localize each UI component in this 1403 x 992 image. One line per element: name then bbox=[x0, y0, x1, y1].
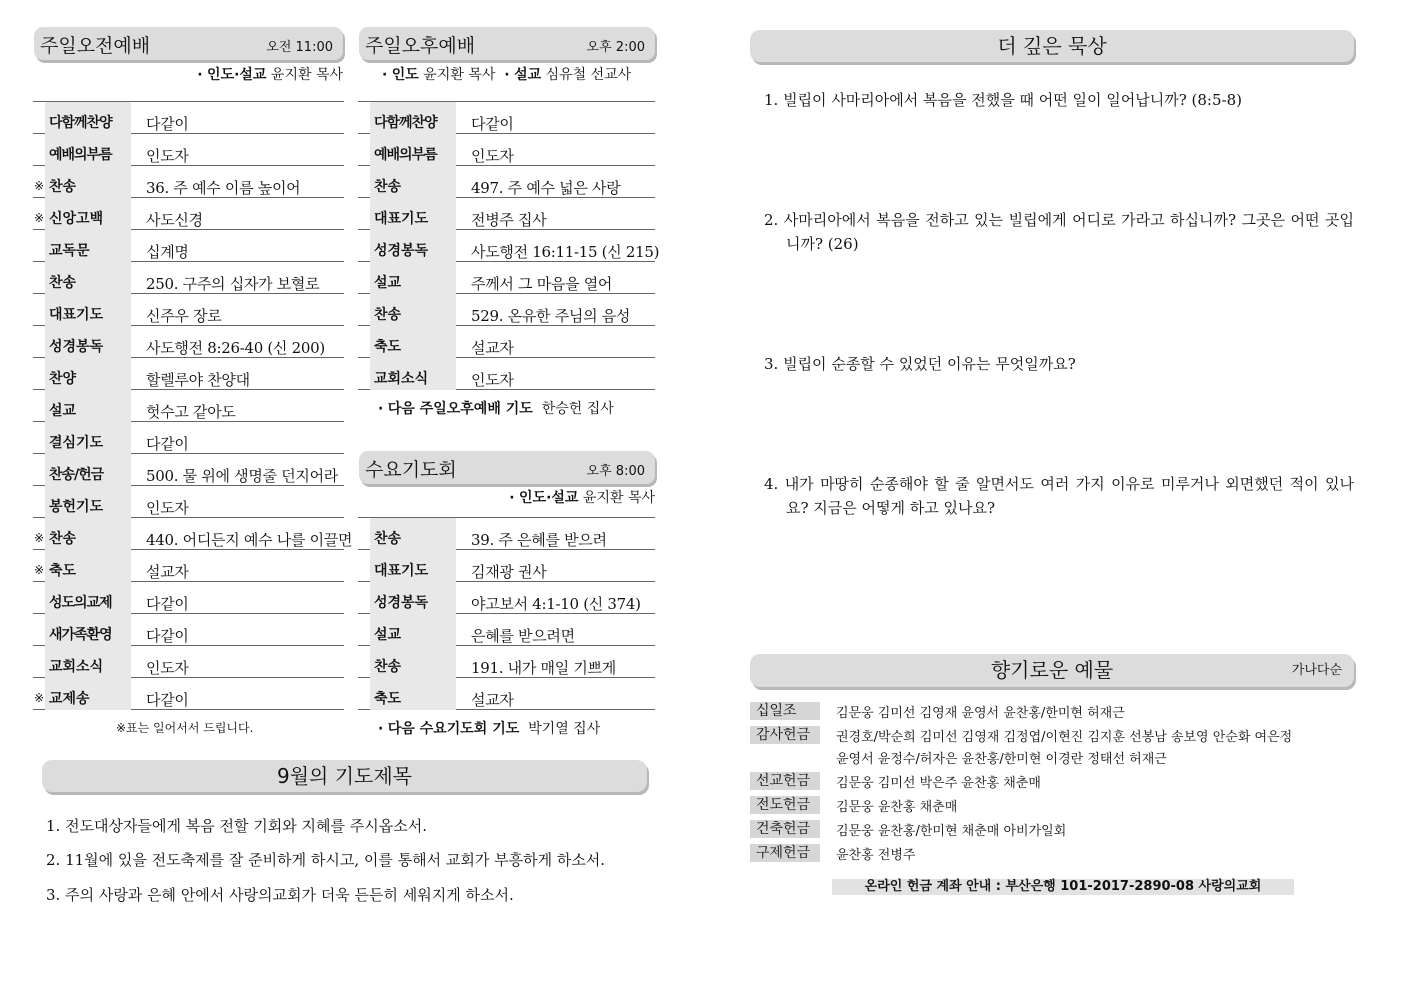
order-row bbox=[358, 550, 655, 582]
order-row bbox=[358, 646, 655, 678]
order-row bbox=[33, 134, 344, 166]
order-row bbox=[358, 582, 655, 614]
order-label: 대표기도 bbox=[370, 198, 456, 230]
order-content: 사도행전 16:11-15 (신 215) bbox=[471, 243, 660, 261]
offering-names bbox=[836, 845, 1356, 867]
offering-names-line: 김문웅 윤찬홍/한미현 채춘매 아비가일회 bbox=[836, 824, 1067, 839]
prayer-item: 2. 11월에 있을 전도축제를 잘 준비하게 하시고, 이를 통해서 교회가 부흥하게 하소서. bbox=[46, 851, 606, 869]
order-content: 전병주 집사 bbox=[471, 211, 547, 229]
order-content: 십계명 bbox=[146, 243, 189, 261]
morning-leader-line bbox=[197, 64, 343, 84]
afternoon-next-name: 한승헌 집사 bbox=[541, 401, 614, 417]
offering-names-line: 윤영서 윤정수/허자은 윤찬홍/한미현 이경란 정태선 허재근 bbox=[836, 752, 1167, 767]
offering-names-line: 김문웅 윤찬홍 채춘매 bbox=[836, 800, 958, 815]
order-label: 대표기도 bbox=[45, 294, 131, 326]
order-content: 인도자 bbox=[146, 499, 189, 517]
morning-leader-name: 윤지환 목사 bbox=[270, 67, 343, 83]
order-content: 신주우 장로 bbox=[146, 307, 222, 325]
order-row bbox=[358, 230, 660, 262]
afternoon-preacher-name: 심유철 선교사 bbox=[545, 67, 632, 83]
offering-row bbox=[750, 844, 1360, 866]
order-label: 찬송 bbox=[370, 518, 456, 550]
order-row bbox=[358, 678, 655, 710]
order-row bbox=[358, 134, 655, 166]
bullet: · bbox=[378, 721, 384, 737]
order-row bbox=[33, 326, 344, 358]
order-row bbox=[33, 390, 344, 422]
wednesday-order-table bbox=[358, 517, 655, 710]
order-content: 사도행전 8:26-40 (신 200) bbox=[146, 339, 325, 357]
prayer-topics-header bbox=[42, 760, 647, 792]
order-content: 사도신경 bbox=[146, 211, 203, 229]
morning-service-header bbox=[34, 27, 343, 60]
order-label: 축도 bbox=[370, 678, 456, 710]
meditation-title: 더 깊은 묵상 bbox=[997, 34, 1107, 58]
prayer-item: 1. 전도대상자들에게 복음 전할 기회와 지혜를 주시옵소서. bbox=[46, 817, 427, 835]
bullet: · bbox=[382, 67, 388, 83]
wednesday-service-time: 오후 8:00 bbox=[586, 464, 645, 479]
order-label: 찬송 bbox=[45, 262, 131, 294]
order-content: 다같이 bbox=[146, 691, 189, 709]
wednesday-next-prayer bbox=[378, 718, 600, 738]
order-row bbox=[358, 518, 655, 550]
standing-mark: ※ bbox=[34, 691, 45, 705]
offering-names bbox=[836, 797, 1356, 819]
standing-mark: ※ bbox=[34, 179, 45, 193]
offering-row bbox=[750, 726, 1360, 770]
order-row bbox=[33, 454, 344, 486]
order-label: 대표기도 bbox=[370, 550, 456, 582]
order-label: 찬양 bbox=[45, 358, 131, 390]
afternoon-service-header bbox=[359, 27, 655, 60]
order-row bbox=[33, 550, 344, 582]
order-label: 봉헌기도 bbox=[45, 486, 131, 518]
wednesday-leader-role: 인도·설교 bbox=[519, 490, 579, 506]
bullet: · bbox=[509, 490, 515, 506]
meditation-question: 1. 빌립이 사마리아에서 복음을 전했을 때 어떤 일이 일어납니까? (8:5-8) bbox=[764, 91, 1242, 109]
order-label: 찬송 bbox=[45, 166, 131, 198]
order-content: 헛수고 같아도 bbox=[146, 403, 236, 421]
standing-mark: ※ bbox=[34, 211, 45, 225]
afternoon-leader-line bbox=[382, 64, 631, 84]
morning-order-table bbox=[33, 101, 353, 710]
offering-names-line: 윤찬홍 전병주 bbox=[836, 848, 916, 863]
offering-category: 전도헌금 bbox=[750, 796, 820, 814]
order-row bbox=[33, 422, 344, 454]
order-content: 할렐루야 찬양대 bbox=[146, 371, 250, 389]
order-row bbox=[358, 294, 655, 326]
offering-names bbox=[836, 773, 1356, 795]
order-label: 교독문 bbox=[45, 230, 131, 262]
order-content: 인도자 bbox=[471, 371, 514, 389]
morning-service-time: 오전 11:00 bbox=[266, 40, 333, 55]
order-row bbox=[33, 678, 344, 710]
standing-mark: ※ bbox=[34, 563, 45, 577]
order-content: 497. 주 예수 넓은 사랑 bbox=[471, 179, 621, 197]
afternoon-service-title: 주일오후예배 bbox=[365, 35, 476, 57]
order-label: 예배의부름 bbox=[370, 134, 456, 166]
order-label: 성경봉독 bbox=[45, 326, 131, 358]
order-row bbox=[358, 102, 655, 134]
order-content: 인도자 bbox=[471, 147, 514, 165]
afternoon-preacher-role: 설교 bbox=[514, 67, 542, 83]
order-row bbox=[33, 518, 353, 550]
afternoon-service-time: 오후 2:00 bbox=[586, 40, 645, 55]
offering-names-line: 김문웅 김미선 김영재 윤영서 윤찬홍/한미현 허재근 bbox=[836, 706, 1125, 721]
wednesday-next-label: 다음 수요기도회 기도 bbox=[387, 721, 520, 737]
order-content: 설교자 bbox=[146, 563, 189, 581]
order-content: 은혜를 받으려면 bbox=[471, 627, 575, 645]
afternoon-order-table bbox=[358, 101, 660, 390]
offering-names-line: 권경호/박순희 김미선 김영재 김정엽/이현진 김지훈 선봉남 송보영 안순화 여은정 bbox=[836, 730, 1293, 745]
offering-category: 감사헌금 bbox=[750, 726, 820, 744]
order-content: 39. 주 은혜를 받으려 bbox=[471, 531, 607, 549]
order-content: 191. 내가 매일 기쁘게 bbox=[471, 659, 616, 677]
afternoon-leader-role: 인도 bbox=[391, 67, 419, 83]
wednesday-next-name: 박기열 집사 bbox=[528, 721, 601, 737]
order-row bbox=[358, 198, 655, 230]
order-label: 축도 bbox=[370, 326, 456, 358]
order-label: 교제송 bbox=[45, 678, 131, 710]
offering-row bbox=[750, 702, 1360, 724]
afternoon-leader-name: 윤지환 목사 bbox=[423, 67, 496, 83]
order-row bbox=[33, 358, 344, 390]
order-row bbox=[358, 262, 655, 294]
offering-category: 십일조 bbox=[750, 702, 820, 720]
order-row bbox=[358, 166, 655, 198]
order-row bbox=[33, 646, 344, 678]
order-label: 설교 bbox=[370, 262, 456, 294]
bullet: · bbox=[504, 67, 510, 83]
order-label: 결심기도 bbox=[45, 422, 131, 454]
order-label: 교회소식 bbox=[45, 646, 131, 678]
standing-mark: ※ bbox=[34, 531, 45, 545]
order-row bbox=[33, 262, 344, 294]
order-label: 성도의교제 bbox=[45, 582, 131, 614]
order-label: 새가족환영 bbox=[45, 614, 131, 646]
prayer-item: 3. 주의 사랑과 은혜 안에서 사랑의교회가 더욱 든든히 세워지게 하소서. bbox=[46, 886, 514, 904]
order-label: 다함께찬양 bbox=[370, 102, 456, 134]
meditation-question: 4. 내가 마땅히 순종해야 할 줄 알면서도 여러 가지 이유로 미루거나 외면했던 적이 있나요? 지금은 어떻게 하고 있나요? bbox=[764, 475, 1354, 517]
order-row bbox=[33, 198, 344, 230]
order-row bbox=[33, 582, 344, 614]
order-label: 찬송 bbox=[45, 518, 131, 550]
order-row bbox=[33, 166, 344, 198]
order-content: 설교자 bbox=[471, 339, 514, 357]
offering-names bbox=[836, 727, 1356, 771]
meditation-question: 2. 사마리아에서 복음을 전하고 있는 빌립에게 어디로 가라고 하십니까? 그곳은 어떤 곳입니까? (26) bbox=[764, 211, 1354, 253]
order-row bbox=[33, 614, 344, 646]
offering-row bbox=[750, 820, 1360, 842]
bullet: · bbox=[378, 401, 384, 417]
order-content: 설교자 bbox=[471, 691, 514, 709]
morning-leader-role: 인도·설교 bbox=[207, 67, 267, 83]
offering-names bbox=[836, 703, 1356, 725]
order-content: 36. 주 예수 이름 높이어 bbox=[146, 179, 301, 197]
order-content: 인도자 bbox=[146, 659, 189, 677]
wednesday-service-header bbox=[359, 451, 655, 484]
wednesday-leader-line bbox=[509, 487, 655, 507]
morning-service-title: 주일오전예배 bbox=[40, 35, 151, 57]
order-row bbox=[33, 486, 344, 518]
order-row bbox=[33, 230, 344, 262]
order-content: 다같이 bbox=[146, 435, 189, 453]
offering-category: 구제헌금 bbox=[750, 844, 820, 862]
bullet: · bbox=[197, 67, 203, 83]
afternoon-next-label: 다음 주일오후예배 기도 bbox=[387, 401, 533, 417]
order-label: 설교 bbox=[370, 614, 456, 646]
order-content: 440. 어디든지 예수 나를 이끌면 bbox=[146, 531, 353, 549]
order-row bbox=[358, 326, 655, 358]
offering-title: 향기로운 예물 bbox=[990, 658, 1114, 682]
online-offering-notice: 온라인 헌금 계좌 안내 : 부산은행 101-2017-2890-08 사랑의교회 bbox=[832, 879, 1294, 895]
order-label: 다함께찬양 bbox=[45, 102, 131, 134]
offering-category: 선교헌금 bbox=[750, 772, 820, 790]
order-label: 성경봉독 bbox=[370, 582, 456, 614]
order-label: 교회소식 bbox=[370, 358, 456, 390]
wednesday-leader-name: 윤지환 목사 bbox=[582, 490, 655, 506]
order-label: 설교 bbox=[45, 390, 131, 422]
order-content: 야고보서 4:1-10 (신 374) bbox=[471, 595, 641, 613]
offering-header bbox=[750, 654, 1354, 687]
order-row bbox=[33, 294, 344, 326]
wednesday-service-title: 수요기도회 bbox=[365, 459, 457, 481]
order-label: 성경봉독 bbox=[370, 230, 456, 262]
order-content: 다같이 bbox=[146, 115, 189, 133]
order-label: 신앙고백 bbox=[45, 198, 131, 230]
order-content: 주께서 그 마음을 열어 bbox=[471, 275, 613, 293]
order-content: 500. 물 위에 생명줄 던지어라 bbox=[146, 467, 338, 485]
meditation-question: 3. 빌립이 순종할 수 있었던 이유는 무엇일까요? bbox=[764, 355, 1076, 373]
offering-category: 건축헌금 bbox=[750, 820, 820, 838]
prayer-topics-title: 9월의 기도제목 bbox=[276, 764, 412, 788]
order-label: 예배의부름 bbox=[45, 134, 131, 166]
afternoon-next-prayer bbox=[378, 398, 614, 418]
order-label: 찬송/헌금 bbox=[45, 454, 131, 486]
offering-row bbox=[750, 772, 1360, 794]
offering-order-note: 가나다순 bbox=[1291, 663, 1342, 678]
order-content: 250. 구주의 십자가 보혈로 bbox=[146, 275, 320, 293]
order-label: 찬송 bbox=[370, 166, 456, 198]
order-content: 다같이 bbox=[146, 627, 189, 645]
offering-names-line: 김문웅 김미선 박은주 윤찬홍 채춘매 bbox=[836, 776, 1041, 791]
order-row bbox=[358, 358, 655, 390]
offering-row bbox=[750, 796, 1360, 818]
order-content: 인도자 bbox=[146, 147, 189, 165]
order-label: 찬송 bbox=[370, 646, 456, 678]
meditation-header bbox=[750, 30, 1354, 62]
order-label: 찬송 bbox=[370, 294, 456, 326]
order-content: 다같이 bbox=[471, 115, 514, 133]
order-row bbox=[358, 614, 655, 646]
order-content: 529. 온유한 주님의 음성 bbox=[471, 307, 631, 325]
order-row bbox=[33, 102, 344, 134]
order-label: 축도 bbox=[45, 550, 131, 582]
order-content: 김재광 권사 bbox=[471, 563, 547, 581]
offering-names bbox=[836, 821, 1356, 843]
order-content: 다같이 bbox=[146, 595, 189, 613]
standing-note: ※표는 일어서서 드립니다. bbox=[116, 721, 254, 735]
